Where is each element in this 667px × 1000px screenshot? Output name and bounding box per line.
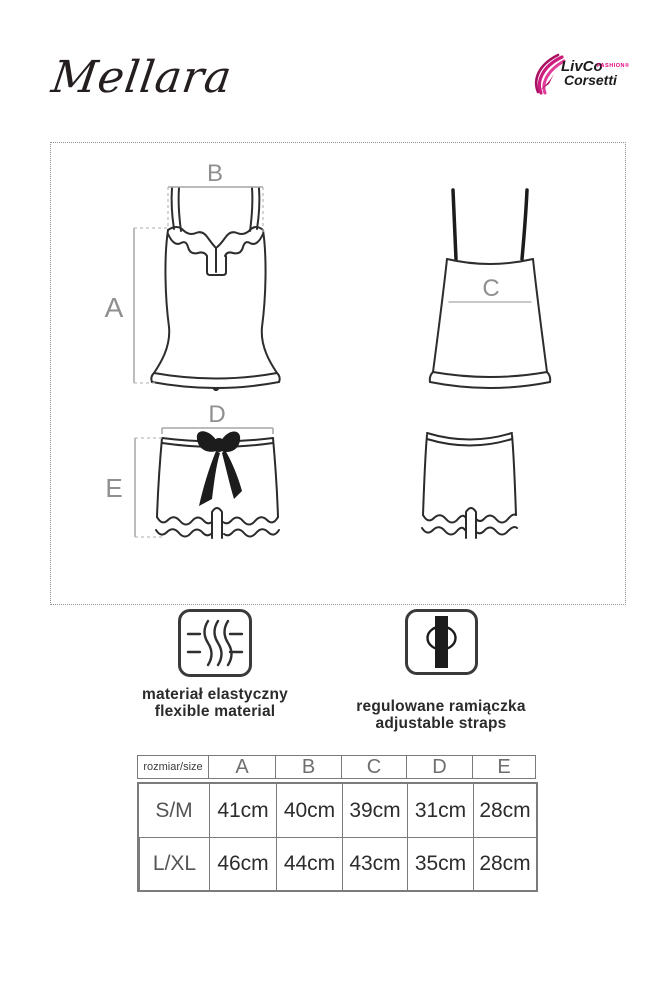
- value-cell: 40cm: [276, 784, 342, 837]
- camisole-front-drawing: [151, 188, 279, 390]
- value-cell: 31cm: [407, 784, 473, 837]
- value-cell: 28cm: [473, 837, 536, 890]
- table-header-c: C: [341, 756, 406, 778]
- table-header-e: E: [472, 756, 535, 778]
- table-header-d: D: [406, 756, 472, 778]
- value-cell: 28cm: [473, 784, 536, 837]
- value-cell: 35cm: [407, 837, 473, 890]
- logo-text-livco: LivCo: [561, 58, 603, 75]
- value-cell: 41cm: [209, 784, 276, 837]
- garment-diagram: [50, 142, 626, 605]
- caption-line-en: flexible material: [154, 702, 276, 720]
- value-cell: 39cm: [342, 784, 407, 837]
- logo-text-corsetti: Corsetti: [564, 72, 617, 88]
- caption-line-en: adjustable straps: [375, 714, 507, 732]
- value-cell: 44cm: [276, 837, 342, 890]
- table-header-b: B: [275, 756, 341, 778]
- size-table-body: [137, 782, 538, 892]
- brand-logo: [531, 50, 643, 96]
- value-cell: 46cm: [209, 837, 276, 890]
- elastic-material-icon: [178, 609, 252, 677]
- measure-label-c: C: [482, 275, 500, 302]
- caption-line-pl: materiał elastyczny: [142, 686, 288, 703]
- size-cell-sm: S/M: [155, 798, 193, 822]
- logo-swirl-icon: [536, 55, 564, 93]
- caption-line-pl: regulowane ramiączka: [356, 698, 526, 715]
- size-cell-lxl: L/XL: [139, 837, 209, 890]
- measure-label-a: A: [104, 292, 124, 323]
- bow-drawing: [197, 431, 242, 506]
- size-table-header: [137, 755, 536, 779]
- value-cell: 43cm: [342, 837, 407, 890]
- shorts-back-drawing: [422, 433, 517, 538]
- elastic-material-caption: [105, 687, 325, 720]
- measure-lines-ab: [134, 187, 263, 383]
- measure-label-b: B: [206, 160, 224, 187]
- adjustable-straps-caption: [330, 699, 552, 732]
- product-name: Mellara: [48, 52, 236, 103]
- logo-text-fashion: FASHION®: [597, 63, 630, 69]
- table-header-rozmiar: rozmiar/size: [143, 761, 203, 773]
- measure-label-e: E: [105, 473, 123, 503]
- table-header-a: A: [208, 756, 275, 778]
- measure-label-d: D: [208, 401, 226, 428]
- adjustable-straps-icon: [405, 609, 478, 675]
